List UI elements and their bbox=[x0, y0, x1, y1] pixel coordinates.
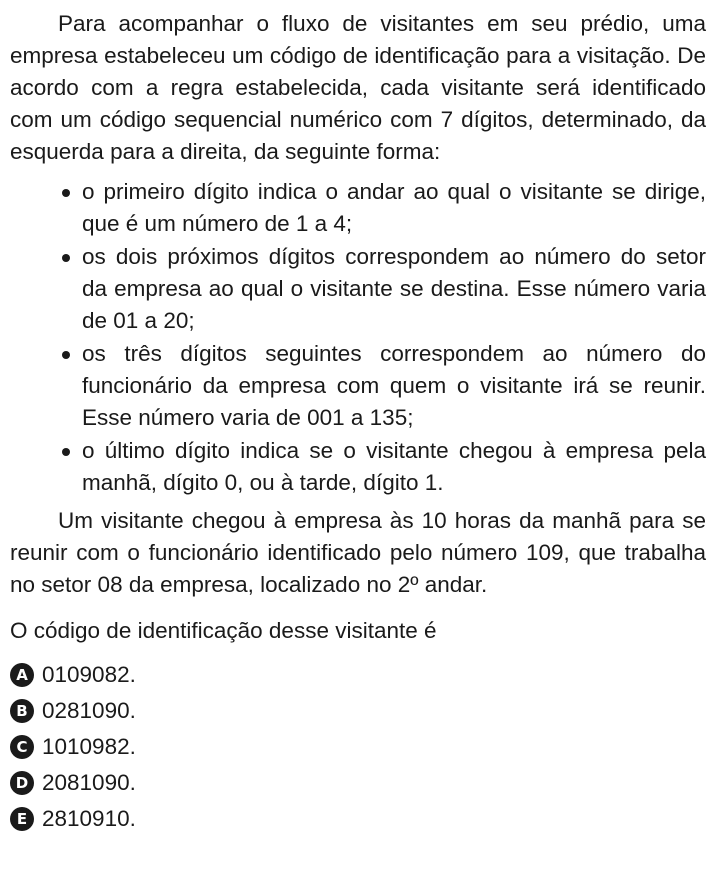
option-e[interactable] bbox=[10, 801, 706, 837]
option-d-letter-badge: D bbox=[10, 771, 34, 795]
scenario-paragraph: Um visitante chegou à empresa às 10 horas da manhã para se reunir com o funcionário identificado pelo número 109, que trabalha no setor 08 da empresa, localizado no 2º andar. bbox=[10, 508, 706, 597]
option-c-text: 1010982. bbox=[42, 734, 136, 759]
option-a-letter-badge: A bbox=[10, 663, 34, 687]
rules-list bbox=[10, 176, 706, 499]
option-d[interactable] bbox=[10, 765, 706, 801]
rule-item-period: o último dígito indica se o visitante chegou à empresa pela manhã, dígito 0, ou à tarde, dígito 1. bbox=[82, 435, 706, 499]
option-e-letter-badge: E bbox=[10, 807, 34, 831]
intro-paragraph: Para acompanhar o fluxo de visitantes em seu prédio, uma empresa estabeleceu um código de identificação para a visitação. De acordo com a regra estabelecida, cada visitante será identificado com um código sequencial numérico com 7 dígitos, determinado, da esquerda para a direita, da seguinte forma: bbox=[10, 11, 706, 164]
option-c[interactable] bbox=[10, 729, 706, 765]
option-d-text: 2081090. bbox=[42, 770, 136, 795]
option-a-text: 0109082. bbox=[42, 662, 136, 687]
rule-item-floor: o primeiro dígito indica o andar ao qual o visitante se dirige, que é um número de 1 a 4; bbox=[82, 176, 706, 240]
option-b-letter-badge: B bbox=[10, 699, 34, 723]
answer-options bbox=[10, 657, 706, 837]
option-e-text: 2810910. bbox=[42, 806, 136, 831]
option-c-letter-badge: C bbox=[10, 735, 34, 759]
rule-item-sector: os dois próximos dígitos correspondem ao número do setor da empresa ao qual o visitante se destina. Esse número varia de 01 a 20; bbox=[82, 241, 706, 337]
rule-item-employee: os três dígitos seguintes correspondem ao número do funcionário da empresa com quem o visitante irá se reunir. Esse número varia de 001 a 135; bbox=[82, 338, 706, 434]
option-b-text: 0281090. bbox=[42, 698, 136, 723]
option-b[interactable] bbox=[10, 693, 706, 729]
question-stem: O código de identificação desse visitante é bbox=[10, 618, 437, 643]
option-a[interactable] bbox=[10, 657, 706, 693]
